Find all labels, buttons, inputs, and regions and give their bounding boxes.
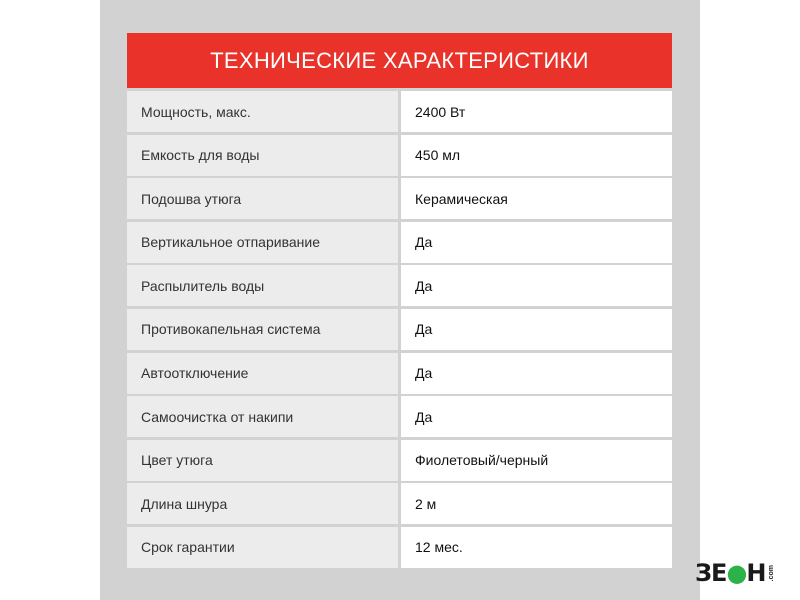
spec-value: Фиолетовый/черный — [401, 440, 672, 481]
spec-value: 450 мл — [401, 135, 672, 176]
table-row — [127, 353, 672, 394]
table-row — [127, 178, 672, 219]
spec-value: Да — [401, 265, 672, 306]
table-row — [127, 440, 672, 481]
spec-value: Да — [401, 396, 672, 437]
logo-part-1: ЗЕ — [695, 559, 727, 587]
table-row — [127, 135, 672, 176]
spec-value: Да — [401, 353, 672, 394]
spec-value: 12 мес. — [401, 527, 672, 568]
spec-value: Да — [401, 309, 672, 350]
spec-label: Мощность, макс. — [127, 91, 398, 132]
logo-dot-icon: ● — [726, 559, 747, 587]
page-title: ТЕХНИЧЕСКИЕ ХАРАКТЕРИСТИКИ — [210, 47, 589, 73]
spec-value: 2400 Вт — [401, 91, 672, 132]
spec-label: Вертикальное отпаривание — [127, 222, 398, 263]
spec-label: Противокапельная система — [127, 309, 398, 350]
table-row — [127, 91, 672, 132]
spec-label: Распылитель воды — [127, 265, 398, 306]
spec-label: Цвет утюга — [127, 440, 398, 481]
table-row — [127, 396, 672, 437]
spec-label: Автоотключение — [127, 353, 398, 394]
table-row — [127, 309, 672, 350]
spec-value: Керамическая — [401, 178, 672, 219]
spec-label: Срок гарантии — [127, 527, 398, 568]
table-row — [127, 222, 672, 263]
spec-value: 2 м — [401, 483, 672, 524]
table-row — [127, 483, 672, 524]
table-row — [127, 265, 672, 306]
logo-wordmark — [695, 559, 766, 587]
brand-logo — [695, 560, 775, 586]
spec-label: Длина шнура — [127, 483, 398, 524]
spec-label: Емкость для воды — [127, 135, 398, 176]
spec-header — [127, 33, 672, 88]
logo-domain: .com — [767, 564, 775, 582]
table-row — [127, 527, 672, 568]
spec-label: Самоочистка от накипи — [127, 396, 398, 437]
spec-table — [127, 91, 672, 571]
spec-value: Да — [401, 222, 672, 263]
logo-part-2: Н — [746, 559, 766, 587]
spec-label: Подошва утюга — [127, 178, 398, 219]
